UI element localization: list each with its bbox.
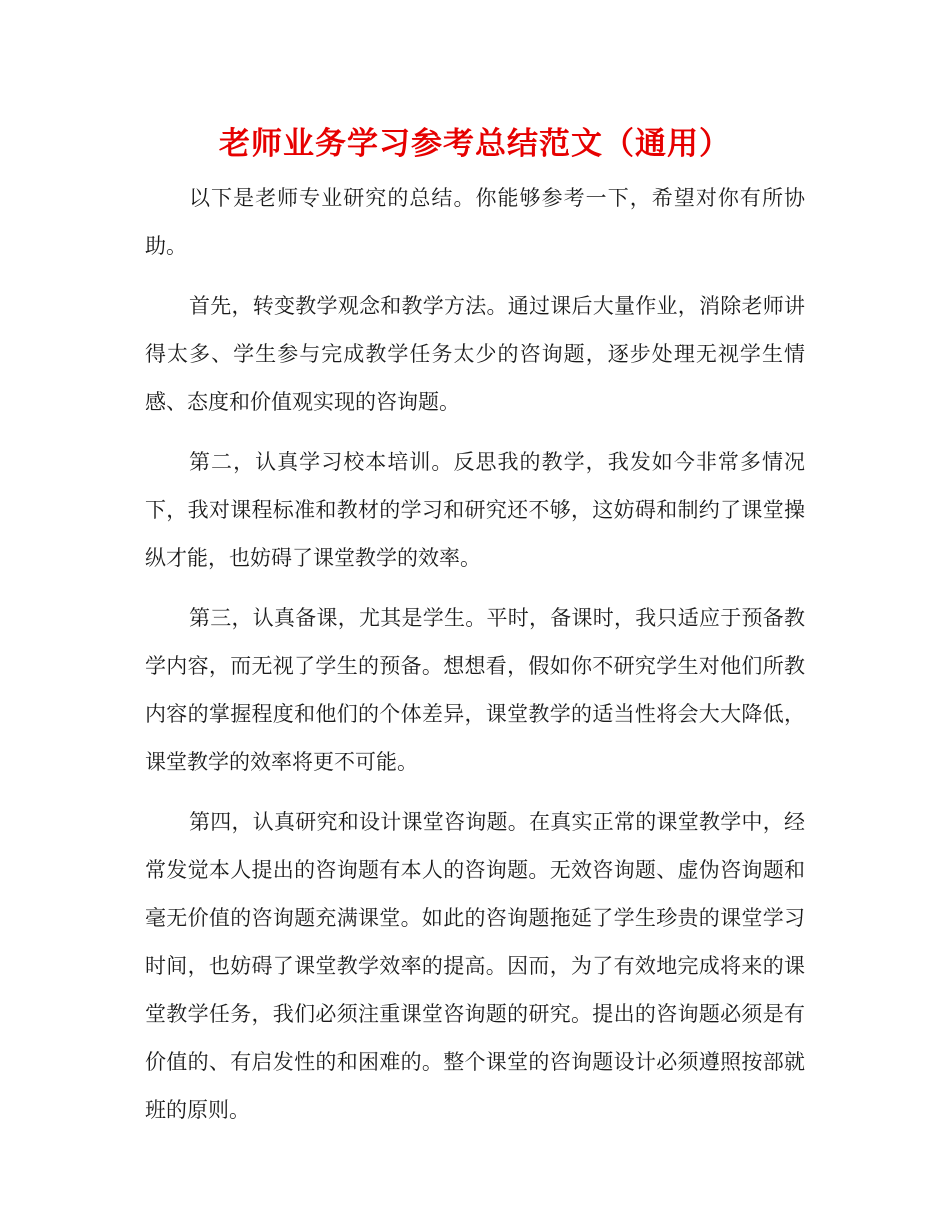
document-body <box>145 174 805 1146</box>
paragraph-second: 第二，认真学习校本培训。反思我的教学，我发如今非常多情况下，我对课程标准和教材的学习和研究还不够，这妨碍和制约了课堂操纵才能，也妨碍了课堂教学的效率。 <box>145 450 805 570</box>
paragraph-intro: 以下是老师专业研究的总结。你能够参考一下，希望对你有所协助。 <box>145 186 805 258</box>
paragraph-first: 首先，转变教学观念和教学方法。通过课后大量作业，消除老师讲得太多、学生参与完成教学任务太少的咨询题，逐步处理无视学生情感、态度和价值观实现的咨询题。 <box>145 294 805 414</box>
paragraph-third: 第三，认真备课，尤其是学生。平时，备课时，我只适应于预备教学内容，而无视了学生的预备。想想看，假如你不研究学生对他们所教内容的掌握程度和他们的个体差异，课堂教学的适当性将会大大降低，课堂教学的效率将更不可能。 <box>145 606 805 774</box>
paragraph-fourth: 第四，认真研究和设计课堂咨询题。在真实正常的课堂教学中，经常发觉本人提出的咨询题有本人的咨询题。无效咨询题、虚伪咨询题和毫无价值的咨询题充满课堂。如此的咨询题拖延了学生珍贵的课堂学习时间，也妨碍了课堂教学效率的提高。因而，为了有效地完成将来的课堂教学任务，我们必须注重课堂咨询题的研究。提出的咨询题必须是有价值的、有启发性的和困难的。整个课堂的咨询题设计必须遵照按部就班的原则。 <box>145 810 805 1122</box>
document-title: 老师业务学习参考总结范文（通用） <box>219 126 731 162</box>
